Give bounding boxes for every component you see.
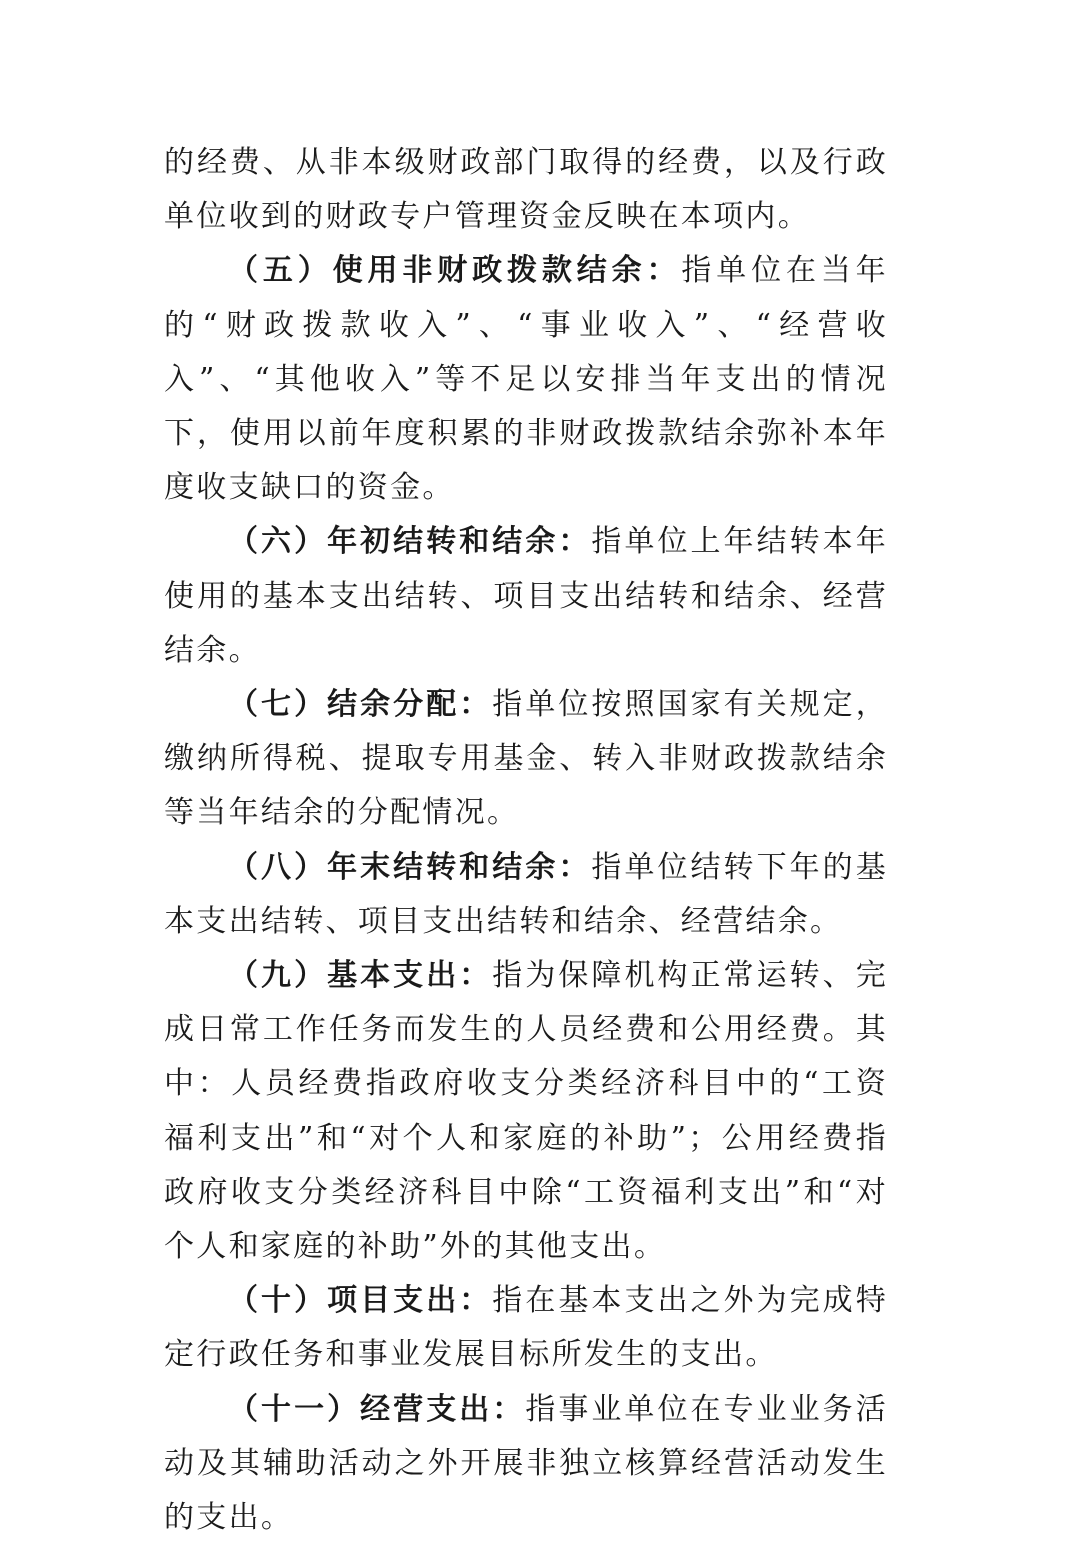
paragraph-item-6	[164, 515, 888, 678]
term-label: （八）年末结转和结余：	[228, 849, 592, 885]
paragraph-item-8	[164, 841, 888, 949]
paragraph-text: 指在基本支出之外为完成特定行政任务和事业发展目标所发生的支出。	[164, 1283, 888, 1373]
paragraph-text: 指单位上年结转本年使用的基本支出结转、项目支出结转和结余、经营结余。	[164, 524, 888, 668]
paragraph-item-5	[164, 244, 888, 515]
term-label: （九）基本支出：	[228, 958, 493, 994]
paragraph-text: 的经费、从非本级财政部门取得的经费，以及行政单位收到的财政专户管理资金反映在本项内。	[164, 145, 888, 235]
paragraph-text: 指单位结转下年的基本支出结转、项目支出结转和结余、经营结余。	[164, 849, 888, 939]
term-label: （六）年初结转和结余：	[228, 524, 592, 560]
term-label: （七）结余分配：	[228, 687, 493, 723]
paragraph-continuation	[164, 136, 888, 244]
paragraph-text: 指事业单位在专业业务活动及其辅助活动之外开展非独立核算经营活动发生的支出。	[164, 1391, 888, 1536]
paragraph-text: 指单位按照国家有关规定，缴纳所得税、提取专用基金、转入非财政拨款结余等当年结余的分配情况。	[164, 687, 888, 831]
paragraph-item-9	[164, 949, 888, 1274]
document-body	[164, 136, 888, 1545]
term-label: （十一）经营支出：	[228, 1391, 526, 1427]
paragraph-text: 指单位在当年的“财政拨款收入”、“事业收入”、“经营收入”、“其他收入”等不足以安排当年支出的情况下，使用以前年度积累的非财政拨款结余弥补本年度收支缺口的资金。	[164, 253, 888, 506]
term-label: （五）使用非财政拨款结余：	[228, 253, 682, 289]
term-label: （十）项目支出：	[228, 1283, 493, 1319]
paragraph-item-7	[164, 678, 888, 841]
paragraph-item-10	[164, 1274, 888, 1382]
paragraph-text: 指为保障机构正常运转、完成日常工作任务而发生的人员经费和公用经费。其中：人员经费指政府收支分类经济科目中的“工资福利支出”和“对个人和家庭的补助”；公用经费指政府收支分类经济科目中除“工资福利支出”和“对个人和家庭的补助”外的其他支出。	[164, 958, 888, 1265]
